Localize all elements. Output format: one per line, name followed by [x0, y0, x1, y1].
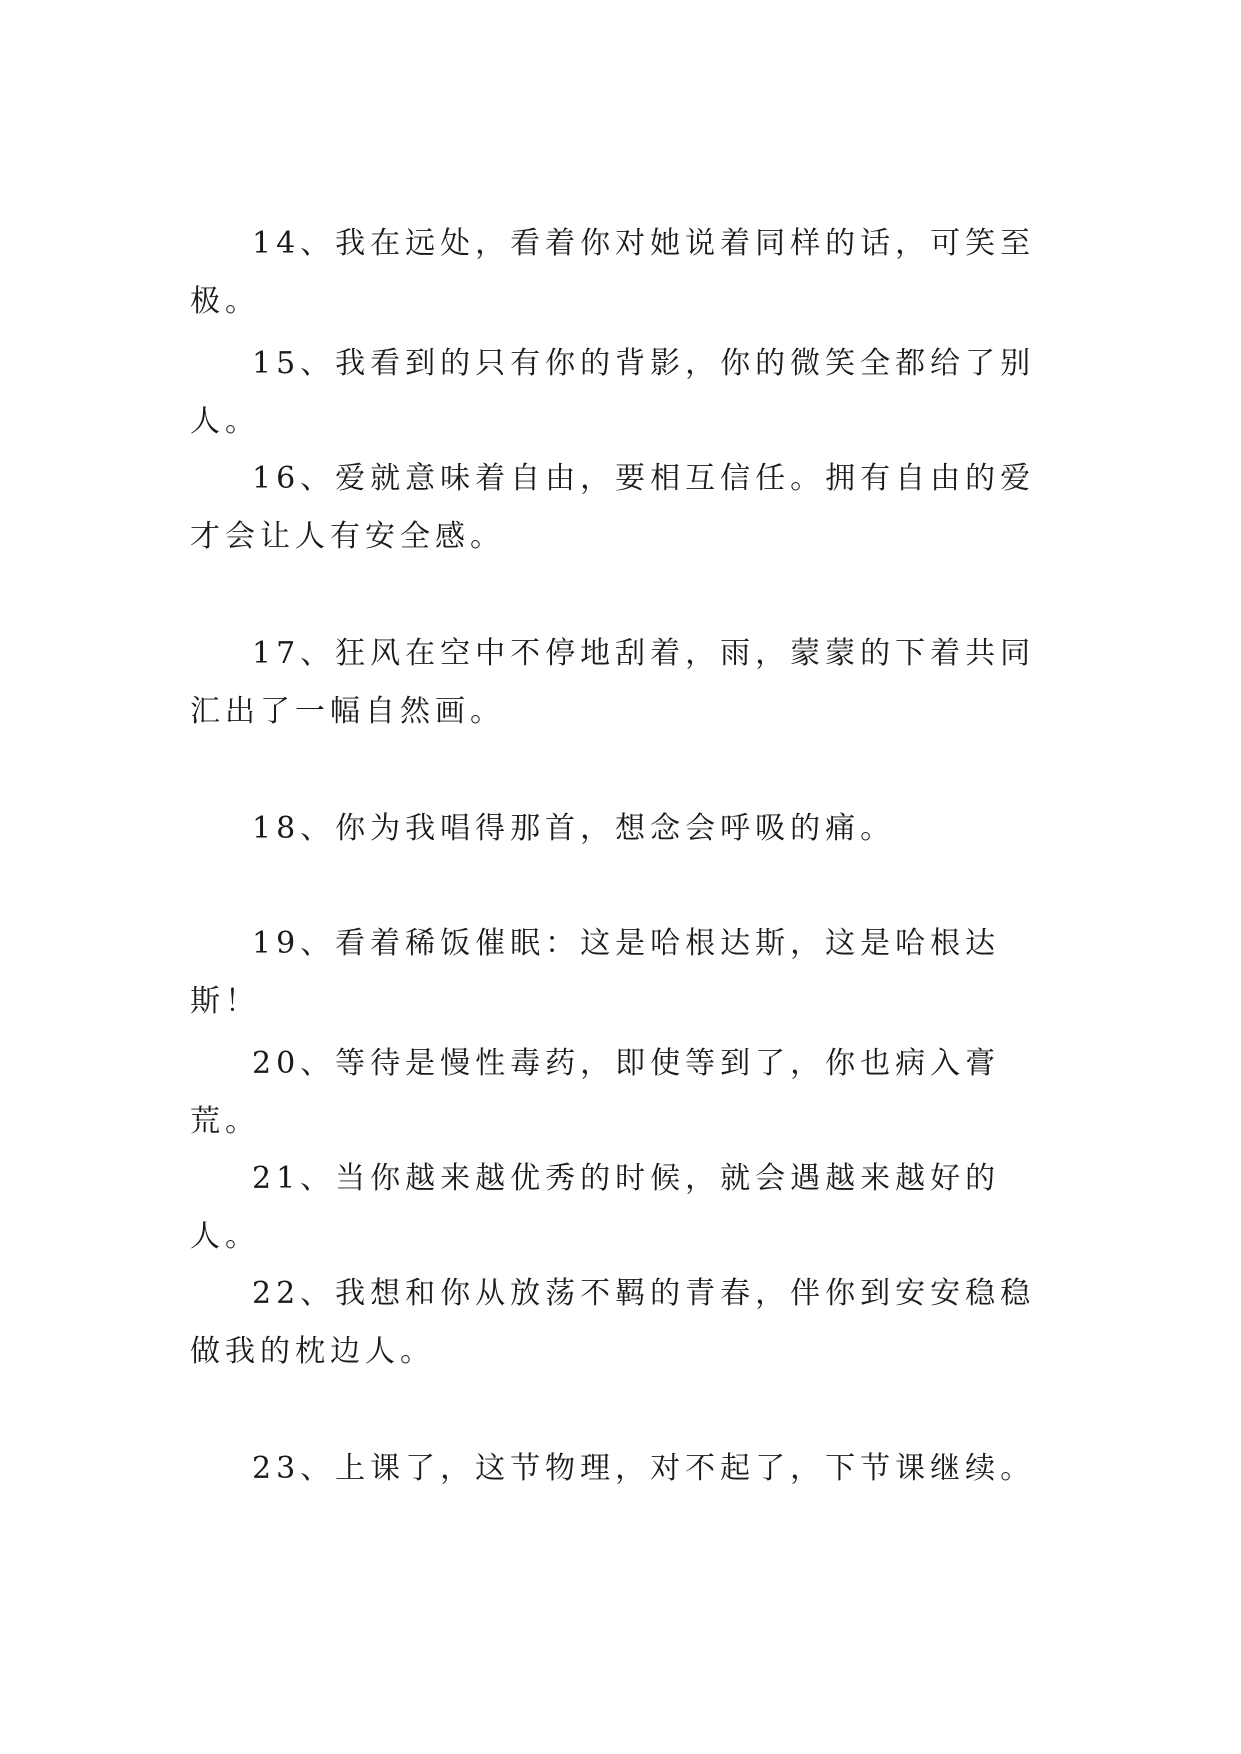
paragraph-22: 22、我想和你从放荡不羁的青春，伴你到安安稳稳做我的枕边人。	[190, 1276, 1036, 1369]
paragraph-15: 15、我看到的只有你的背影，你的微笑全都给了别人。	[190, 346, 1036, 439]
paragraph-21: 21、当你越来越优秀的时候，就会遇越来越好的人。	[190, 1161, 1001, 1254]
paragraph-18: 18、你为我唱得那首，想念会呼吸的痛。	[252, 811, 896, 846]
paragraph-23: 23、上课了，这节物理，对不起了，下节课继续。	[252, 1451, 1036, 1486]
paragraph-20: 20、等待是慢性毒药，即使等到了，你也病入膏荒。	[190, 1046, 1001, 1139]
paragraph-16: 16、爱就意味着自由，要相互信任。拥有自由的爱才会让人有安全感。	[190, 461, 1036, 554]
paragraph-17: 17、狂风在空中不停地刮着，雨，蒙蒙的下着共同汇出了一幅自然画。	[190, 636, 1036, 729]
paragraph-19: 19、看着稀饭催眠：这是哈根达斯，这是哈根达斯！	[190, 926, 1001, 1019]
paragraph-14: 14、我在远处，看着你对她说着同样的话，可笑至极。	[190, 226, 1036, 319]
